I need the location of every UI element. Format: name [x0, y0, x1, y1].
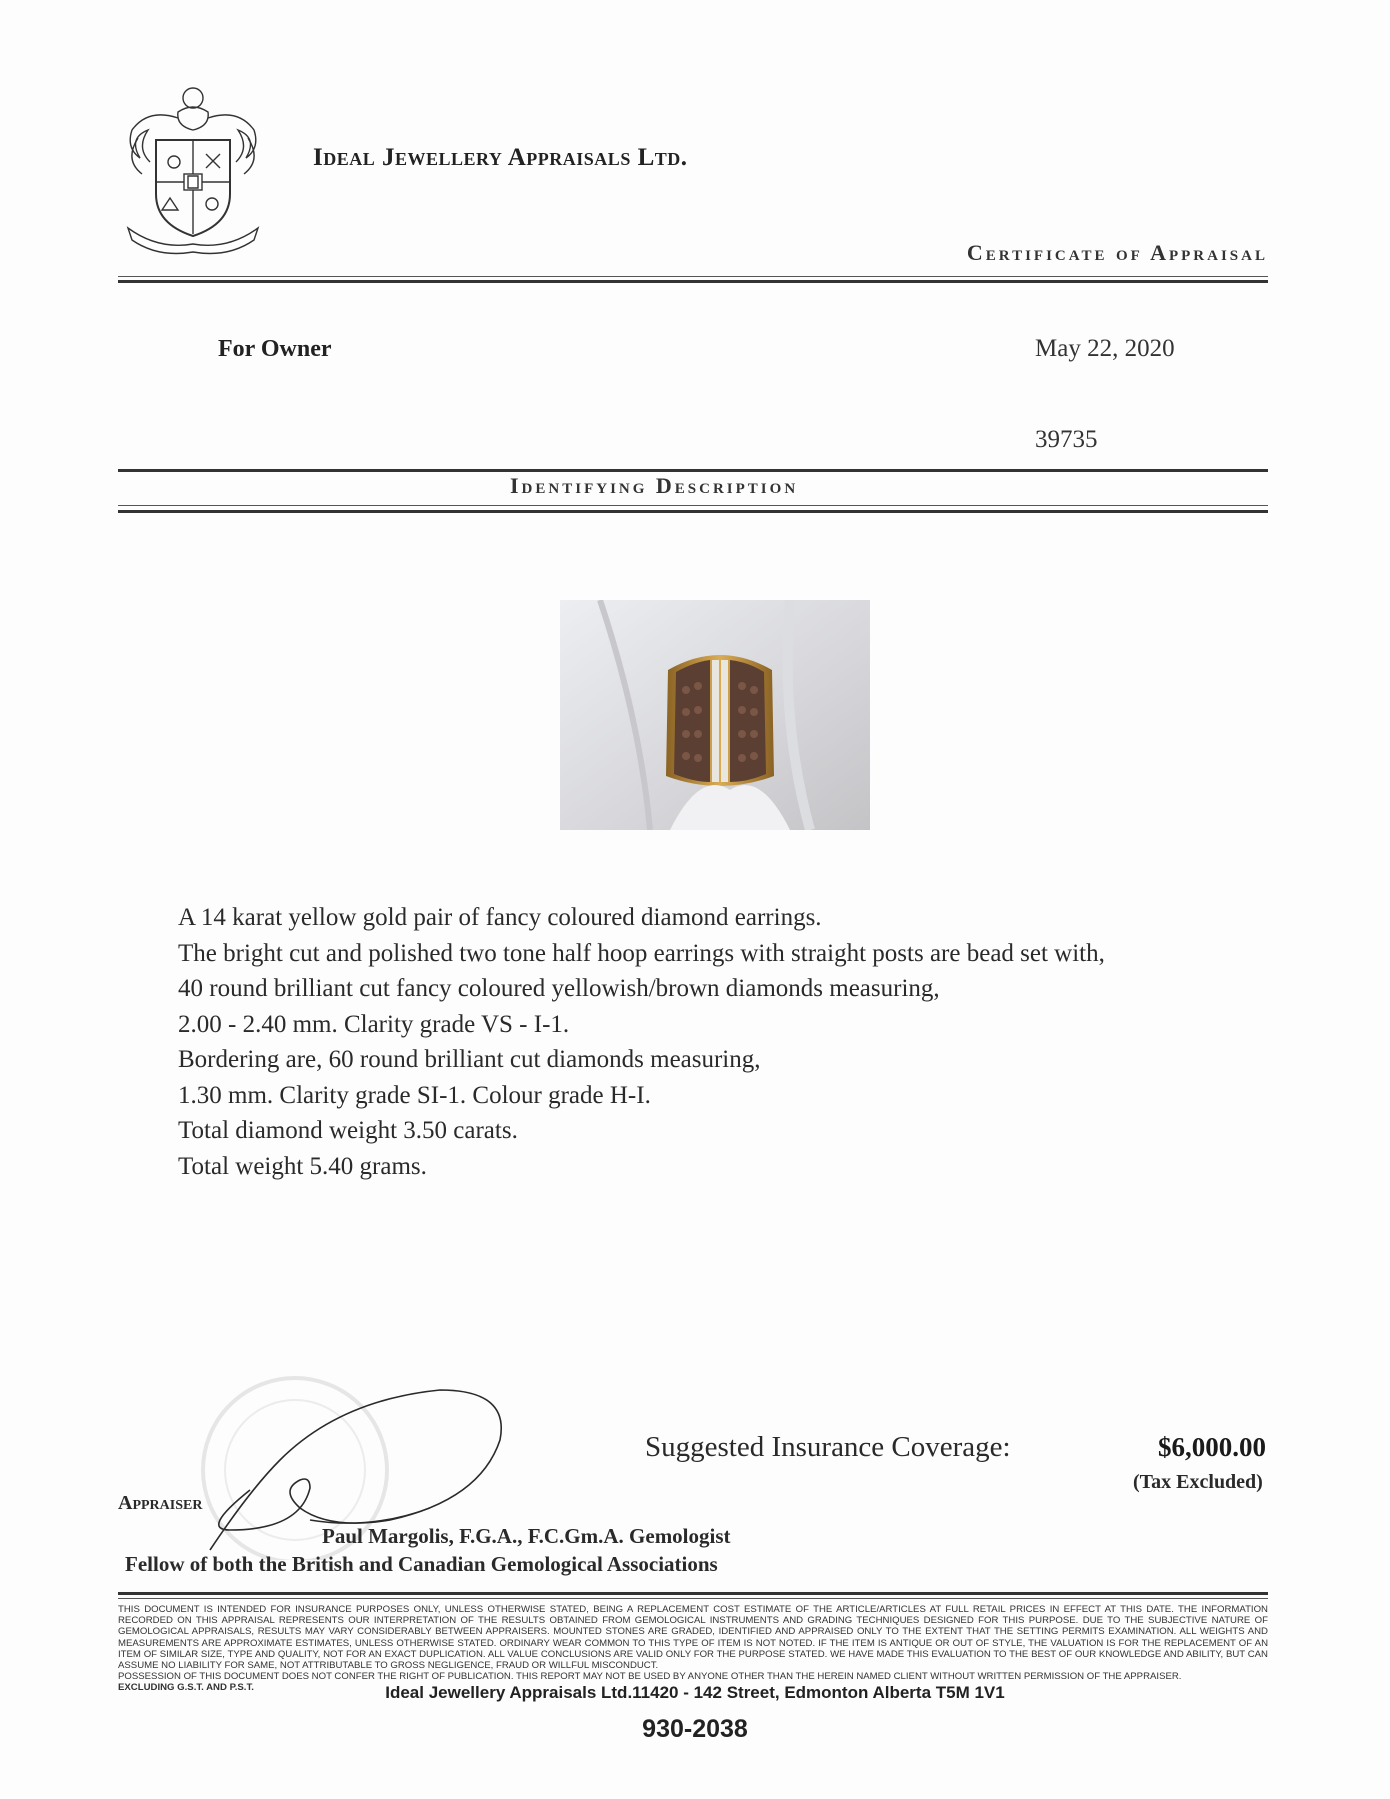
- description-line: Total diamond weight 3.50 carats.: [178, 1117, 518, 1144]
- earring-photo: [560, 600, 870, 830]
- insurance-label: Suggested Insurance Coverage:: [645, 1431, 1011, 1463]
- appraisal-number: 39735: [1035, 426, 1098, 453]
- description-line: Bordering are, 60 round brilliant cut diamonds measuring,: [178, 1046, 761, 1073]
- coat-of-arms-logo: [118, 78, 268, 256]
- header-rule-top: [118, 276, 1268, 277]
- appraiser-fellowship: Fellow of both the British and Canadian Gemological Associations: [125, 1552, 718, 1576]
- section-rule-bottom-1: [118, 505, 1268, 506]
- appraiser-label: Appraiser: [118, 1492, 203, 1514]
- insurance-value: $6,000.00: [1158, 1432, 1266, 1462]
- company-name: Ideal Jewellery Appraisals Ltd.: [313, 144, 688, 171]
- description-line: The bright cut and polished two tone half hoop earrings with straight posts are bead set with,: [178, 939, 1105, 967]
- disclaimer: [118, 1604, 1268, 1694]
- disclaimer-possession: POSSESSION OF THIS DOCUMENT DOES NOT CONFER THE RIGHT OF PUBLICATION. THIS REPORT MAY NOT BE USED BY ANYONE OTHER THAN THE HEREIN NAMED CLIENT WITHOUT WRITTEN PERMISSION OF THE APPRAISER.: [118, 1671, 1182, 1683]
- section-title: Identifying Description: [510, 473, 799, 498]
- appraisal-date: May 22, 2020: [1035, 335, 1175, 362]
- description-line: 1.30 mm. Clarity grade SI-1. Colour grade H-I.: [178, 1081, 651, 1109]
- section-rule-top: [118, 469, 1268, 472]
- disclaimer-rule-bottom: [118, 1598, 1268, 1599]
- description-line: A 14 karat yellow gold pair of fancy coloured diamond earrings.: [178, 904, 822, 931]
- certificate-title: Certificate of Appraisal: [966, 240, 1268, 265]
- disclaimer-taxes: EXCLUDING G.S.T. AND P.S.T.: [118, 1682, 254, 1694]
- appraiser-name: Paul Margolis, F.G.A., F.C.Gm.A. Gemologist: [322, 1524, 731, 1548]
- tax-note: (Tax Excluded): [1133, 1471, 1263, 1493]
- footer-address: Ideal Jewellery Appraisals Ltd.11420 - 142 Street, Edmonton Alberta T5M 1V1: [385, 1683, 1005, 1702]
- description-line: 2.00 - 2.40 mm. Clarity grade VS - I-1.: [178, 1010, 570, 1038]
- header-rule-bottom: [118, 280, 1268, 283]
- owner-label: For Owner: [218, 336, 332, 362]
- disclaimer-rule-top: [118, 1592, 1268, 1595]
- description-line: Total weight 5.40 grams.: [178, 1152, 427, 1180]
- footer-phone: 930-2038: [642, 1715, 748, 1743]
- item-description: [178, 900, 1105, 1184]
- disclaimer-text: THIS DOCUMENT IS INTENDED FOR INSURANCE PURPOSES ONLY, UNLESS OTHERWISE STATED, BEING A REPLACEMENT COST ESTIMATE OF THE ARTICLE/ARTICLES AT FULL RETAIL PRICES IN EFFECT AT THIS DATE. THE INFORMATION RECORDED ON THIS APPRAISAL REPRESENTS OUR INTERPRETATION OF THE RESULTS OBTAINED FROM GEMOLOGICAL INSTRUMENTS AND GRADING TECHNIQUES DESIGNED FOR THIS PURPOSE. DUE TO THE SUBJECTIVE NATURE OF GEMOLOGICAL APPRAISALS, RESULTS MAY VARY CONSIDERABLY BETWEEN APPRAISERS. MOUNTED STONES ARE GRADED, IDENTIFIED AND APPRAISED ONLY TO THE EXTENT THAT THE SETTING PERMITS EXAMINATION. ALL WEIGHTS AND MEASUREMENTS ARE APPROXIMATE ESTIMATES, UNLESS OTHERWISE STATED. ORDINARY WEAR COMMON TO THIS TYPE OF ITEM IS NOT NOTED. IF THE ITEM IS ANTIQUE OR OUT OF STYLE, THE VALUATION IS FOR THE REPLACEMENT OF AN ITEM OF SIMILAR SIZE, TYPE AND QUALITY, NOT FOR AN EXACT DUPLICATION. ALL VALUE CONCLUSIONS ARE VALID ONLY FOR THE PURPOSE STATED. WE HAVE MADE THIS EVALUATION TO THE BEST OF OUR KNOWLEDGE AND ABILITY, BUT CAN ASSUME NO LIABILITY FOR SAME, NOT ATTRIBUTABLE TO GROSS NEGLIGENCE, FRAUD OR WILLFUL MISCONDUCT.: [118, 1604, 1268, 1672]
- description-line: 40 round brilliant cut fancy coloured yellowish/brown diamonds measuring,: [178, 975, 940, 1002]
- section-rule-bottom-2: [118, 510, 1268, 513]
